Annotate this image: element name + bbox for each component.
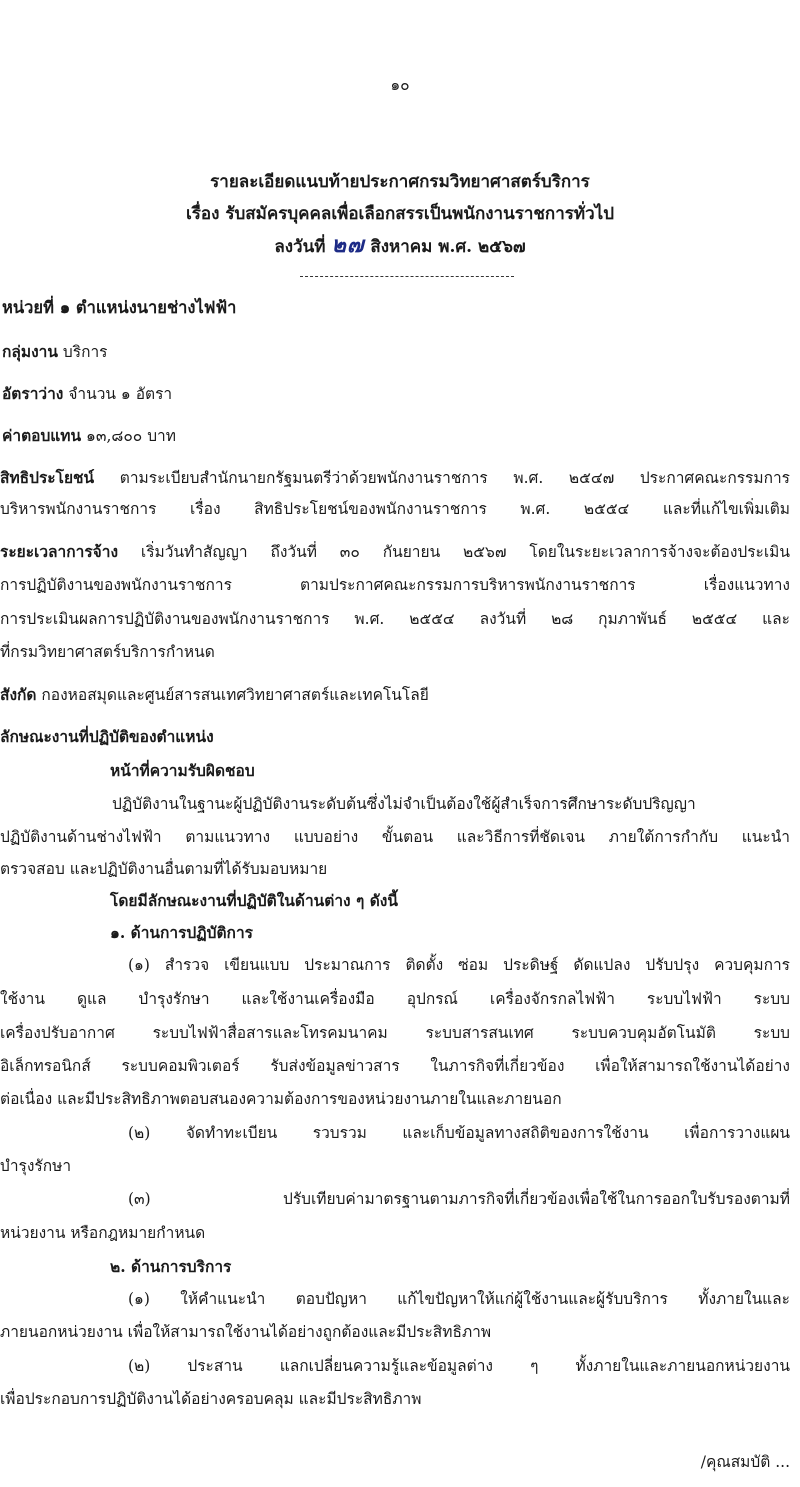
ops1-line-1: (๑) สำรวจ เขียนแบบ ประมาณการ ติดตั้ง ซ่อม ประดิษฐ์ ดัดแปลง ปรับปรุง ควบคุมการ — [128, 956, 790, 974]
field-vacancy — [2, 386, 172, 403]
benefit-label: สิทธิประโยชน์ — [0, 468, 95, 487]
resp-line-2: ปฏิบัติงานด้านช่างไฟฟ้า ตามแนวทาง แบบอย่าง ขั้นตอน และวิธีการที่ชัดเจน ภายใต้การกำกับ แนะนำ — [0, 828, 790, 846]
group-label: กลุ่มงาน — [2, 342, 58, 361]
ops1-line-4: อิเล็กทรอนิกส์ ระบบคอมพิวเตอร์ รับส่งข้อมูลข่าวสาร ในภารกิจที่เกี่ยวข้อง เพื่อให้สามารถใช้งานได้อย่าง — [0, 1057, 790, 1075]
date-day-handwritten: ๒๗ — [331, 233, 365, 258]
header-line-1: รายละเอียดแนบท้ายประกาศกรมวิทยาศาสตร์บริการ — [210, 172, 590, 192]
field-group — [2, 344, 107, 361]
benefit-line-2: บริหารพนักงานราชการ เรื่อง สิทธิประโยชน์ของพนักงานราชการ พ.ศ. ๒๕๕๔ และที่แก้ไขเพิ่มเติม — [0, 500, 790, 518]
term-label: ระยะเวลาการจ้าง — [0, 542, 119, 561]
pay-label: ค่าตอบแทน — [2, 426, 82, 445]
ops3-line-2: หน่วยงาน หรือกฎหมายกำหนด — [0, 1224, 206, 1242]
svc1-line-1: (๑) ให้คำแนะนำ ตอบปัญหา แก้ไขปัญหาให้แก่ผู้ใช้งานและผู้รับบริการ ทั้งภายในและ — [128, 1290, 790, 1308]
benefit-line-1 — [0, 470, 790, 487]
duties-intro: โดยมีลักษณะงานที่ปฏิบัติในด้านต่าง ๆ ดังนี้ — [110, 891, 398, 910]
ops2-line-1: (๒) จัดทำทะเบียน รวบรวม และเก็บข้อมูลทางสถิติของการใช้งาน เพื่อการวางแผน — [128, 1124, 790, 1142]
vacancy-label: อัตราว่าง — [2, 384, 64, 403]
term-line-2: การปฏิบัติงานของพนักงานราชการ ตามประกาศคณะกรรมการบริหารพนักงานราชการ เรื่องแนวทาง — [0, 576, 790, 594]
affil-label: สังกัด — [0, 685, 37, 704]
affil-value: กองหอสมุดและศูนย์สารสนเทศวิทยาศาสตร์และเทคโนโลยี — [41, 686, 429, 704]
ops-title: ๑. ด้านการปฏิบัติการ — [110, 923, 253, 942]
svc2-line-2: เพื่อประกอบการปฏิบัติงานได้อย่างครอบคลุม และมีประสิทธิภาพ — [0, 1390, 422, 1408]
svc1-line-2: ภายนอกหน่วยงาน เพื่อให้สามารถใช้งานได้อย่างถูกต้องและมีประสิทธิภาพ — [0, 1323, 492, 1341]
ops3-line-1: (๓) ปรับเทียบค่ามาตรฐานตามภารกิจที่เกี่ยวข้องเพื่อใช้ในการออกใบรับรองตามที่ — [128, 1190, 790, 1208]
ops1-line-5: ต่อเนื่อง และมีประสิทธิภาพตอบสนองความต้องการของหน่วยงานภายในและภายนอก — [0, 1090, 562, 1108]
ops1-line-3: เครื่องปรับอากาศ ระบบไฟฟ้าสื่อสารและโทรคมนาคม ระบบสารสนเทศ ระบบควบคุมอัตโนมัติ ระบบ — [0, 1024, 790, 1042]
service-title: ๒. ด้านการบริการ — [110, 1257, 232, 1276]
page-number: ๑๐ — [390, 76, 410, 94]
header-date — [0, 235, 800, 257]
field-affiliation — [0, 687, 429, 704]
term-line-3: การประเมินผลการปฏิบัติงานของพนักงานราชการ พ.ศ. ๒๕๕๔ ลงวันที่ ๒๘ กุมภาพันธ์ ๒๕๕๔ และ — [0, 610, 790, 628]
duties-title: ลักษณะงานที่ปฏิบัติของตำแหน่ง — [0, 727, 214, 746]
unit-title: หน่วยที่ ๑ ตำแหน่งนายช่างไฟฟ้า — [2, 298, 237, 317]
term-line-1 — [0, 544, 790, 561]
resp-line-3: ตรวจสอบ และปฏิบัติงานอื่นตามที่ได้รับมอบหมาย — [0, 860, 328, 878]
continue-marker: /คุณสมบัติ ... — [700, 1453, 790, 1471]
date-prefix: ลงวันที่ — [274, 237, 326, 257]
term-line-4: ที่กรมวิทยาศาสตร์บริการกำหนด — [0, 643, 215, 661]
header-divider — [300, 276, 514, 277]
term-text-1: เริ่มวันทำสัญญา ถึงวันที่ ๓๐ กันยายน ๒๕๖๗ โดยในระยะเวลาการจ้างจะต้องประเมิน — [140, 543, 790, 561]
resp-line-1: ปฏิบัติงานในฐานะผู้ปฏิบัติงานระดับต้นซึ่งไม่จำเป็นต้องใช้ผู้สำเร็จการศึกษาระดับปริญญา — [112, 795, 696, 813]
group-value: บริการ — [62, 343, 108, 361]
header-line-2: เรื่อง รับสมัครบุคคลเพื่อเลือกสรรเป็นพนักงานราชการทั่วไป — [185, 204, 614, 224]
date-suffix: สิงหาคม พ.ศ. ๒๕๖๗ — [370, 237, 526, 257]
svc2-line-1: (๒) ประสาน แลกเปลี่ยนความรู้และข้อมูลต่าง ๆ ทั้งภายในและภายนอกหน่วยงาน — [128, 1357, 790, 1375]
ops1-line-2: ใช้งาน ดูแล บำรุงรักษา และใช้งานเครื่องมือ อุปกรณ์ เครื่องจักรกลไฟฟ้า ระบบไฟฟ้า ระบบ — [0, 990, 790, 1008]
pay-value: ๑๓,๘๐๐ บาท — [86, 427, 176, 445]
ops2-line-2: บำรุงรักษา — [0, 1157, 72, 1175]
benefit-text-1: ตามระเบียบสำนักนายกรัฐมนตรีว่าด้วยพนักงานราชการ พ.ศ. ๒๕๔๗ ประกาศคณะกรรมการ — [119, 469, 790, 487]
field-pay — [2, 428, 176, 445]
vacancy-value: จำนวน ๑ อัตรา — [68, 385, 173, 403]
responsibility-title: หน้าที่ความรับผิดชอบ — [110, 761, 255, 780]
